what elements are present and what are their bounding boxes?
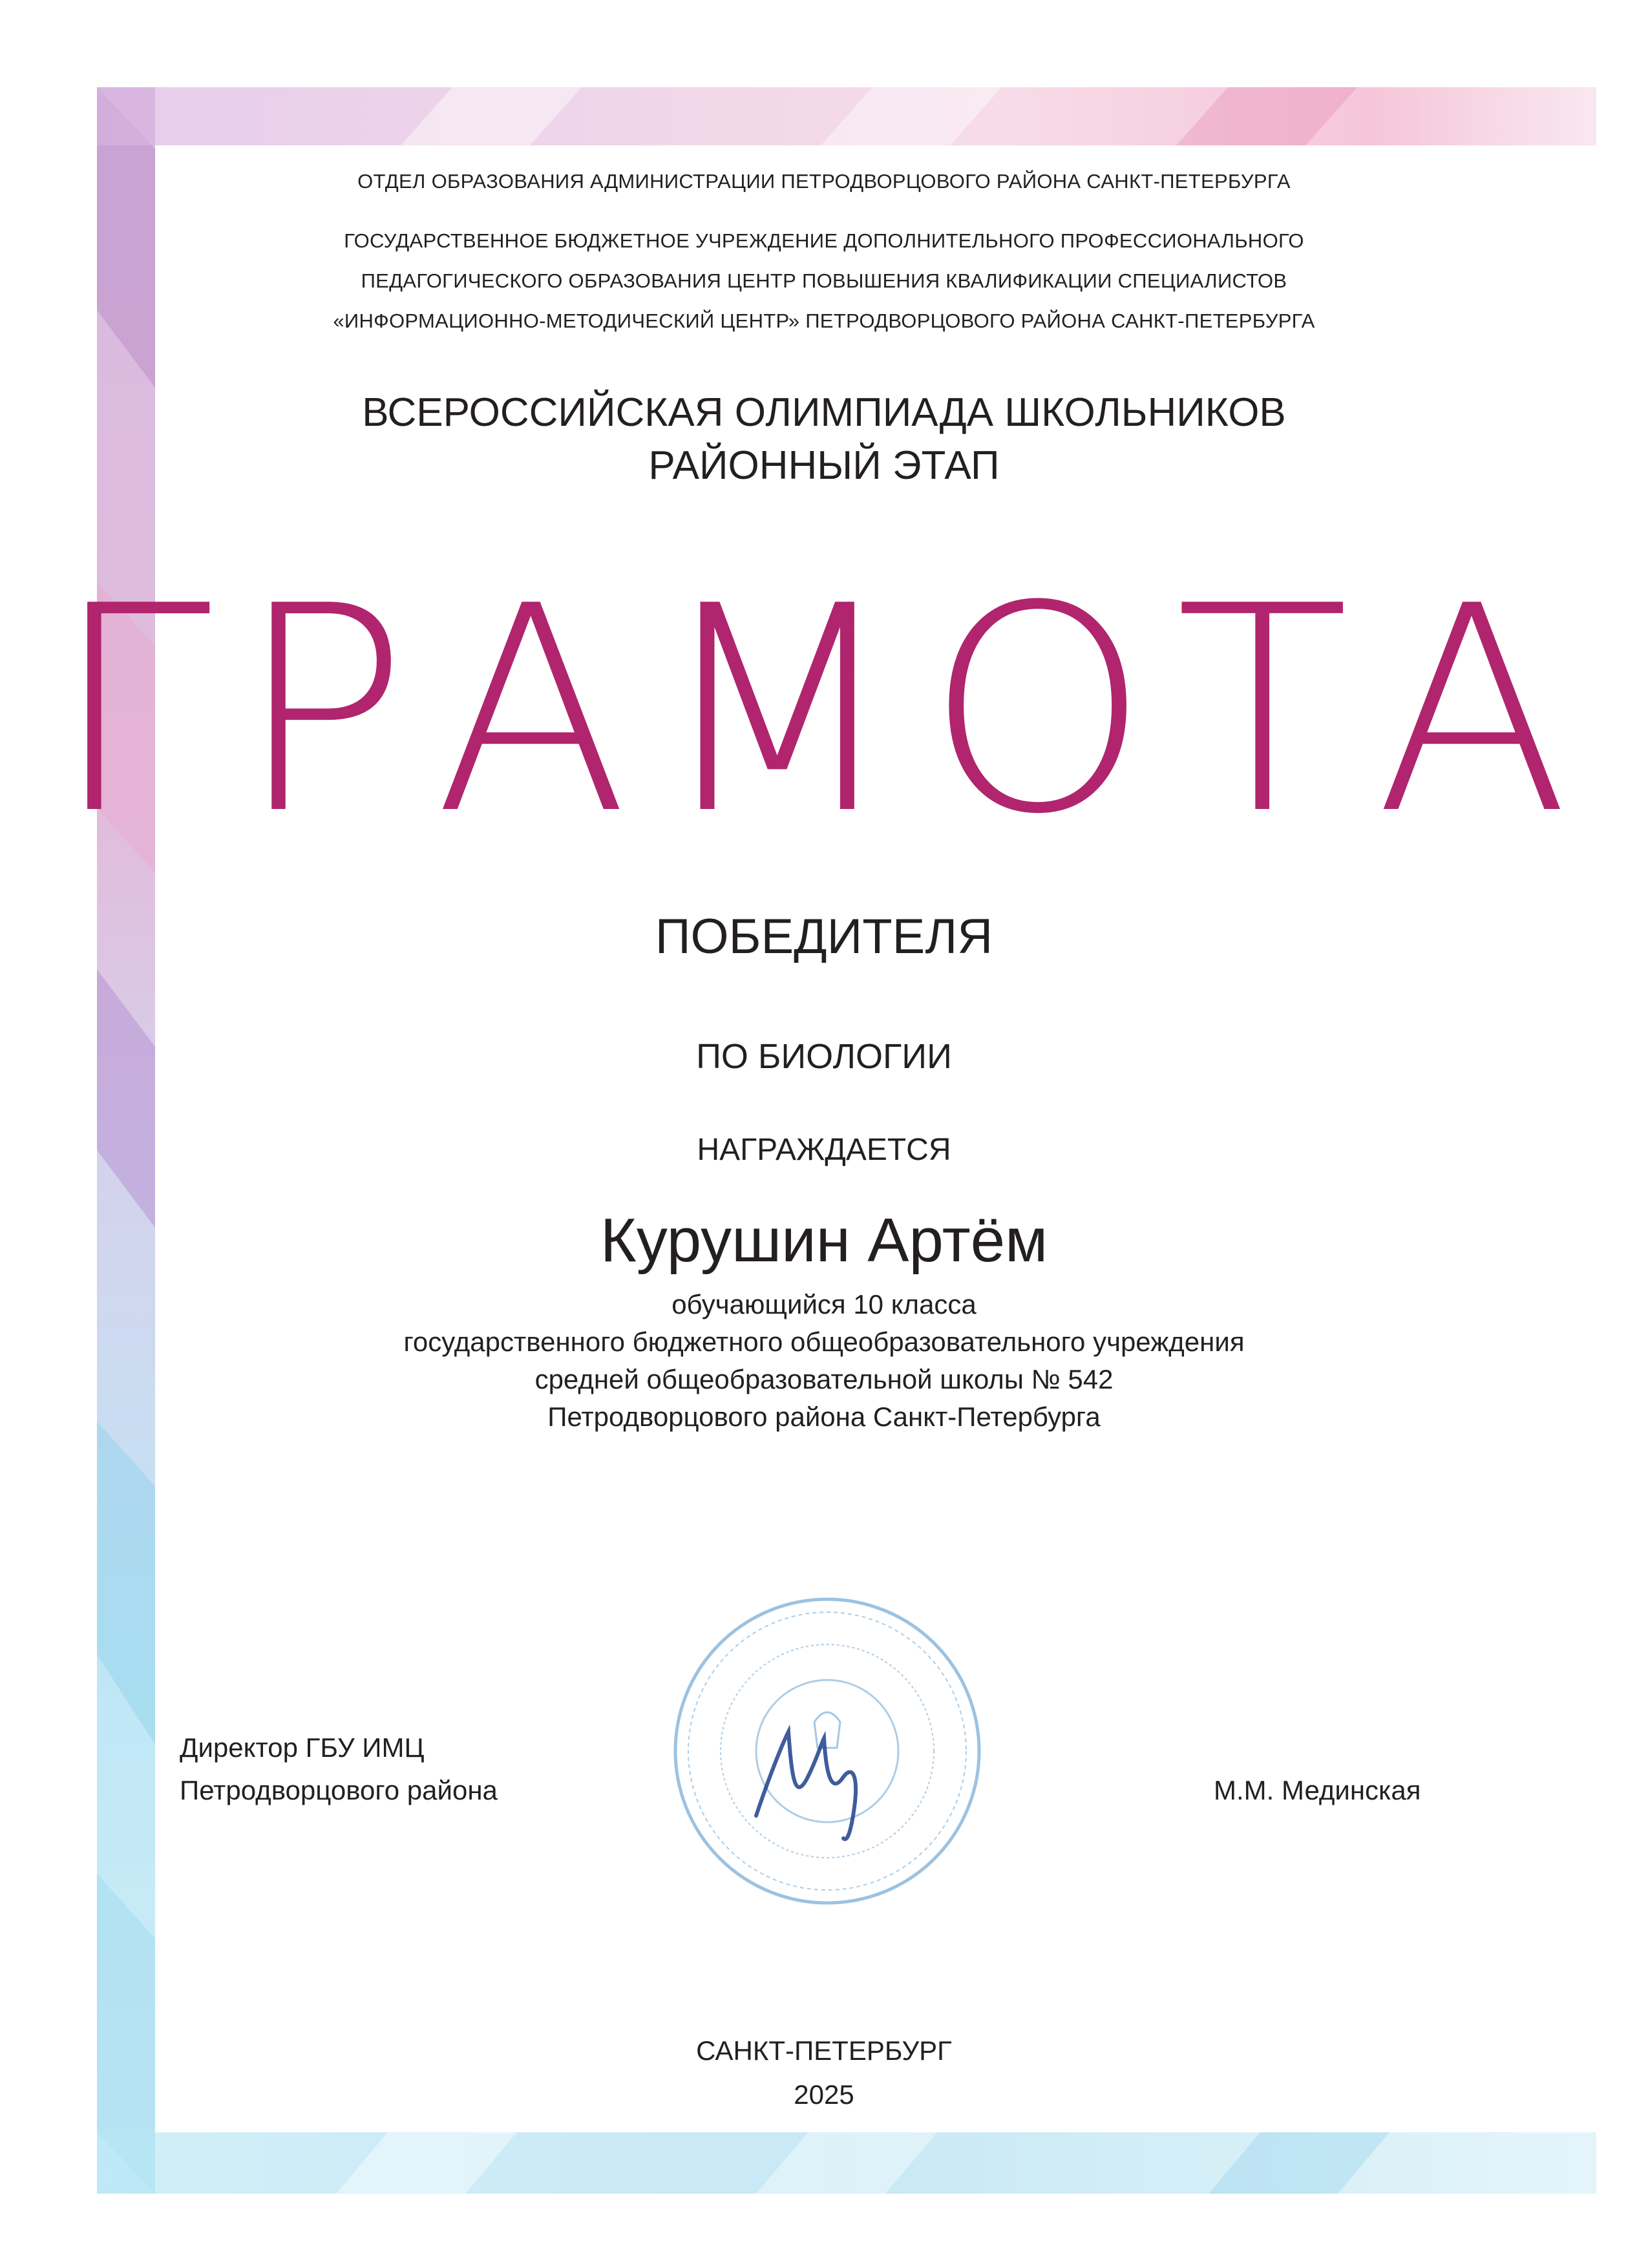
handwritten-signature bbox=[756, 1732, 856, 1839]
org-line: «ИНФОРМАЦИОННО-МЕТОДИЧЕСКИЙ ЦЕНТР» ПЕТРОДВОРЦОВОГО РАЙОНА САНКТ-ПЕТЕРБУРГА bbox=[333, 310, 1315, 332]
olympiad-stage: РАЙОННЫЙ ЭТАП bbox=[648, 443, 1000, 488]
certificate-title: ГРАМОТА bbox=[52, 545, 1596, 876]
recipient-info bbox=[0, 1286, 1648, 1436]
year-label: 2025 bbox=[794, 2079, 854, 2110]
awarded-label: НАГРАЖДАЕТСЯ bbox=[697, 1133, 951, 1167]
org-line: ГОСУДАРСТВЕННОЕ БЮДЖЕТНОЕ УЧРЕЖДЕНИЕ ДОПОЛНИТЕЛЬНОГО ПРОФЕССИОНАЛЬНОГО bbox=[344, 229, 1304, 252]
recipient-info-line: средней общеобразовательной школы № 542 bbox=[534, 1364, 1114, 1394]
winner-label: ПОБЕДИТЕЛЯ bbox=[655, 909, 993, 964]
signatory-title bbox=[180, 1727, 498, 1812]
recipient-info-line: государственного бюджетного общеобразовательного учреждения bbox=[403, 1327, 1245, 1357]
recipient-info-line: Петродворцового района Санкт-Петербурга bbox=[547, 1402, 1101, 1432]
signatory-title-line: Директор ГБУ ИМЦ bbox=[180, 1732, 425, 1763]
round-seal-icon bbox=[659, 1583, 995, 1919]
olympiad-title: ВСЕРОССИЙСКАЯ ОЛИМПИАДА ШКОЛЬНИКОВ bbox=[362, 390, 1286, 435]
olympiad-heading bbox=[0, 386, 1648, 492]
org-line: ПЕДАГОГИЧЕСКОГО ОБРАЗОВАНИЯ ЦЕНТР ПОВЫШЕНИЯ КВАЛИФИКАЦИИ СПЕЦИАЛИСТОВ bbox=[361, 269, 1287, 292]
signatory-name: М.М. Мединская bbox=[1214, 1775, 1421, 1805]
recipient-name: Курушин Артём bbox=[600, 1206, 1048, 1275]
org-line: ОТДЕЛ ОБРАЗОВАНИЯ АДМИНИСТРАЦИИ ПЕТРОДВОРЦОВОГО РАЙОНА САНКТ-ПЕТЕРБУРГА bbox=[357, 170, 1291, 193]
subject-label: ПО БИОЛОГИИ bbox=[696, 1037, 952, 1076]
organization-header bbox=[0, 162, 1648, 341]
signatory-title-line: Петродворцового района bbox=[180, 1775, 498, 1805]
city-label: САНКТ-ПЕТЕРБУРГ bbox=[696, 2035, 952, 2066]
recipient-info-line: обучающийся 10 класса bbox=[671, 1289, 977, 1319]
place-date bbox=[0, 2029, 1648, 2117]
